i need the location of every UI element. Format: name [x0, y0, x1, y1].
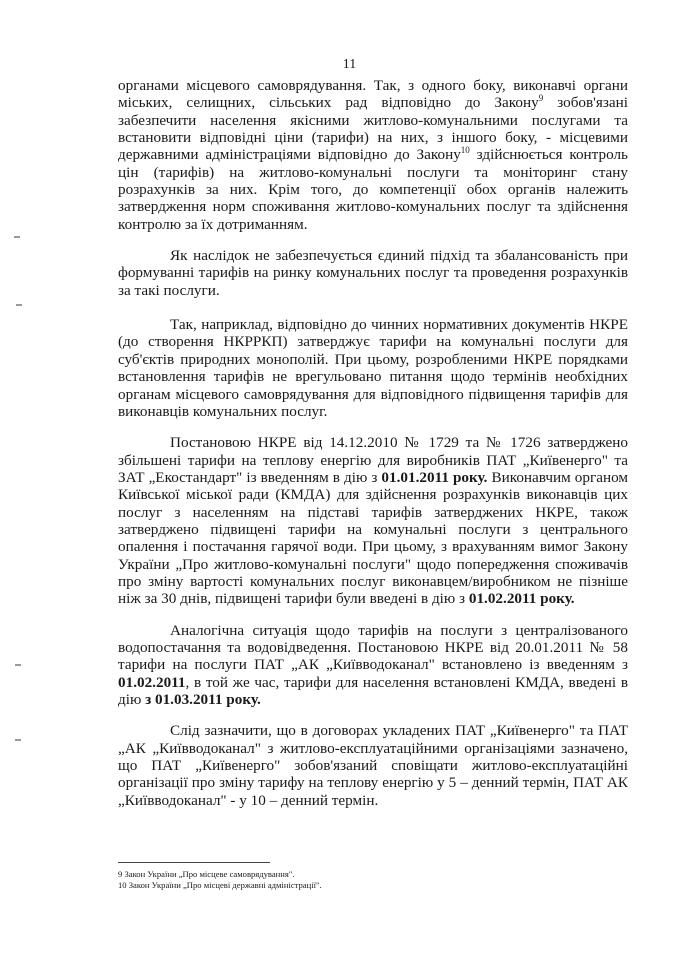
footnote-ref-10: 10	[460, 145, 470, 156]
footnote-ref-9: 9	[538, 93, 544, 104]
page-number: 11	[342, 57, 357, 72]
paragraph-text: Виконавчим органом Київської міської ради (КМДА) для здійснення розрахунків виконавців цих послуг з населенням на підставі тарифів затверджених НКРЕ, також затверджено підвищені тарифи на комунальні послуги з центрального опалення і постачання гарячої води. При цьому, з врахуванням вимог Закону України „Про житлово-комунальні послуги" щодо попередження споживачів про зміну вартості комунальних послуг виконавцем/виробником не пізніше ніж за 30 днів, підвищені тарифи були введені в дію з	[118, 468, 629, 608]
paragraph-3: Так, наприклад, відповідно до чинних нормативних документів НКРЕ (до створення НКРРКП) затверджує тарифи на комунальні послуги для суб'єктів природних монополій. При цьому, розробленими НКРЕ порядками встановлення тарифів не врегульовано питання щодо термінів необхідних органам місцевого самоврядування для відповідного підвищення тарифів для виконавців комунальних послуг.	[118, 316, 628, 420]
paragraph-text: органами місцевого самоврядування. Так, з одного боку, виконавчі органи міських, селищних, сільських рад відповідно до Закону	[118, 77, 628, 112]
paragraph-4	[118, 434, 628, 607]
paragraph-text: Аналогічна ситуація щодо тарифів на послуги з централізованого водопостачання та водовідведення. Постановою НКРЕ від 20.01.2011 № 58 тарифи на послуги ПАТ „АК „Київводоканал" встановлено із введенням з	[118, 621, 628, 674]
paragraph-text: , в той же час, тарифи для населення встановлені КМДА, введені в дію	[118, 673, 628, 708]
paragraph-5	[118, 622, 628, 709]
body-text	[118, 77, 628, 823]
scan-margin-mark	[16, 304, 22, 306]
paragraph-text: зобов'язані забезпечити населення якісними житлово-комунальними послугами та встановити відповідні ціни (тарифи) на них, з іншого боку, - місцевими державними адміністраціями відповідно до Закону	[118, 94, 628, 164]
scan-margin-mark	[14, 236, 20, 238]
paragraph-text: Постановою НКРЕ від 14.12.2010 № 1729 та № 1726 затверджено збільшені тарифи на теплову енергію для виробників ПАТ „Київенерго" та ЗАТ „Екостандарт" із введенням в дію з	[118, 434, 628, 486]
bold-date: 01.02.2011 року.	[468, 590, 575, 608]
paragraph-1	[118, 77, 628, 233]
footnote-divider	[118, 862, 270, 863]
paragraph-2: Як наслідок не забезпечується єдиний підхід та збалансованість при формуванні тарифів на ринку комунальних послуг та проведення розрахунків за такі послуги.	[118, 247, 628, 299]
footnote-9: 9 Закон України „Про місцеве самоврядування".	[118, 869, 295, 879]
scan-margin-mark	[15, 664, 21, 666]
bold-date: 01.02.2011	[118, 673, 186, 691]
scan-margin-mark	[15, 739, 21, 741]
bold-date: 01.01.2011 року.	[381, 468, 488, 486]
footnote-10: 10 Закон України „Про місцеві державні адміністрації".	[118, 880, 322, 890]
paragraph-text: здійснюється контроль цін (тарифів) на житлово-комунальні послуги та моніторинг стану розрахунків за них. Крім того, до компетенції обох органів належить затвердження норм споживання житлово-комунальних послуг та здійснення контролю за їх дотриманням.	[118, 146, 628, 233]
paragraph-6: Слід зазначити, що в договорах укладених ПАТ „Київенерго" та ПАТ „АК „Київводоканал" з житлово-експлуатаційними організаціями зазначено, що ПАТ „Київенерго" зобов'язаний сповіщати житлово-експлуатаційні організації про зміну тарифу на теплову енергію у 5 – денний термін, ПАТ АК „Київводоканал" - у 10 – денний термін.	[118, 722, 628, 809]
footnotes	[118, 869, 538, 891]
bold-date: з 01.03.2011 року.	[145, 691, 261, 708]
